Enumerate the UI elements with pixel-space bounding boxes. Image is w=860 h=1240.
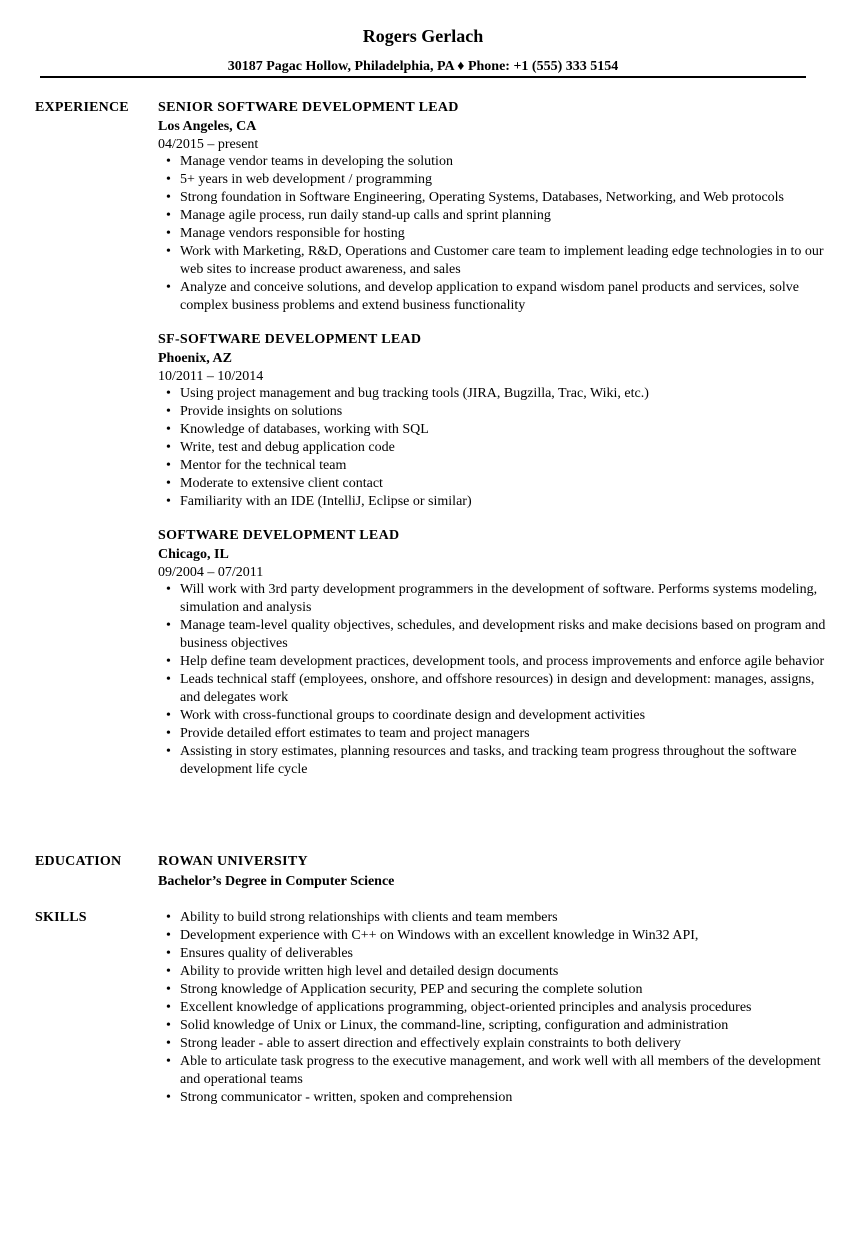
job-entry — [158, 527, 828, 779]
header-divider — [40, 76, 806, 78]
skills-body — [158, 909, 828, 1107]
bullet-item: • Work with Marketing, R&D, Operations and Customer care team to implement leading edge technologies in to our web sites to increase product awareness, and sales — [180, 243, 828, 279]
job-dates: 10/2011 – 10/2014 — [158, 369, 264, 384]
bullet-item: • Leads technical staff (employees, onshore, and offshore resources) in design and development: manages, assigns, and delegates work — [180, 671, 828, 707]
bullet-item: • Will work with 3rd party development programmers in the development of software. Performs systems modeling, simulation and analysis — [180, 581, 828, 617]
job-bullets — [158, 581, 828, 779]
job-title: SOFTWARE DEVELOPMENT LEAD — [158, 528, 400, 543]
skill-item: • Strong leader - able to assert direction and effectively explain constraints to both delivery — [180, 1035, 828, 1053]
job-location: Phoenix, AZ — [158, 351, 232, 366]
job-title: SENIOR SOFTWARE DEVELOPMENT LEAD — [158, 100, 459, 115]
section-title-education: EDUCATION — [35, 854, 122, 869]
job-dates: 09/2004 – 07/2011 — [158, 565, 264, 580]
school-name: ROWAN UNIVERSITY — [158, 854, 308, 869]
bullet-item: • Work with cross-functional groups to coordinate design and development activities — [180, 707, 828, 725]
skill-item: • Development experience with C++ on Windows with an excellent knowledge in Win32 API, — [180, 927, 828, 945]
experience-body — [158, 99, 828, 795]
bullet-item: • Manage vendors responsible for hosting — [180, 225, 828, 243]
skill-item: • Strong communicator - written, spoken and comprehension — [180, 1089, 828, 1107]
bullet-item: • Write, test and debug application code — [180, 439, 828, 457]
bullet-item: • 5+ years in web development / programming — [180, 171, 828, 189]
bullet-item: • Strong foundation in Software Engineering, Operating Systems, Databases, Networking, and Web protocols — [180, 189, 828, 207]
skill-item: • Able to articulate task progress to the executive management, and work well with all members of the development and operational teams — [180, 1053, 828, 1089]
job-entry — [158, 331, 828, 511]
bullet-item: • Using project management and bug tracking tools (JIRA, Bugzilla, Trac, Wiki, etc.) — [180, 385, 828, 403]
bullet-item: • Help define team development practices, development tools, and process improvements and enforce agile behavior — [180, 653, 828, 671]
resume-name: Rogers Gerlach — [362, 26, 484, 46]
skill-item: • Ability to build strong relationships with clients and team members — [180, 909, 828, 927]
bullet-item: • Assisting in story estimates, planning resources and tasks, and tracking team progress throughout the software development life cycle — [180, 743, 828, 779]
skills-list — [158, 909, 828, 1107]
section-title-experience: EXPERIENCE — [35, 100, 129, 115]
bullet-item: • Analyze and conceive solutions, and develop application to expand wisdom panel products and services, solve complex business problems and extend business functionality — [180, 279, 828, 315]
job-bullets — [158, 153, 828, 315]
bullet-item: • Familiarity with an IDE (IntelliJ, Eclipse or similar) — [180, 493, 828, 511]
bullet-item: • Manage agile process, run daily stand-up calls and sprint planning — [180, 207, 828, 225]
job-bullets — [158, 385, 828, 511]
skill-item: • Excellent knowledge of applications programming, object-oriented principles and analysis procedures — [180, 999, 828, 1017]
job-dates: 04/2015 – present — [158, 137, 259, 152]
job-location: Los Angeles, CA — [158, 119, 257, 134]
degree-name: Bachelor’s Degree in Computer Science — [158, 874, 395, 889]
section-title-skills: SKILLS — [35, 910, 87, 925]
bullet-item: • Manage vendor teams in developing the solution — [180, 153, 828, 171]
education-body — [158, 853, 828, 891]
job-title: SF-SOFTWARE DEVELOPMENT LEAD — [158, 332, 422, 347]
bullet-item: • Mentor for the technical team — [180, 457, 828, 475]
skill-item: • Ensures quality of deliverables — [180, 945, 828, 963]
skill-item: • Strong knowledge of Application security, PEP and securing the complete solution — [180, 981, 828, 999]
bullet-item: • Knowledge of databases, working with SQL — [180, 421, 828, 439]
bullet-item: • Moderate to extensive client contact — [180, 475, 828, 493]
bullet-item: • Manage team-level quality objectives, schedules, and development risks and make decisions based on program and business objectives — [180, 617, 828, 653]
skill-item: • Solid knowledge of Unix or Linux, the command-line, scripting, configuration and administration — [180, 1017, 828, 1035]
job-entry — [158, 99, 828, 315]
contact-line: 30187 Pagac Hollow, Philadelphia, PA ♦ Phone: +1 (555) 333 5154 — [227, 59, 619, 74]
job-location: Chicago, IL — [158, 547, 229, 562]
skill-item: • Ability to provide written high level and detailed design documents — [180, 963, 828, 981]
bullet-item: • Provide insights on solutions — [180, 403, 828, 421]
bullet-item: • Provide detailed effort estimates to team and project managers — [180, 725, 828, 743]
